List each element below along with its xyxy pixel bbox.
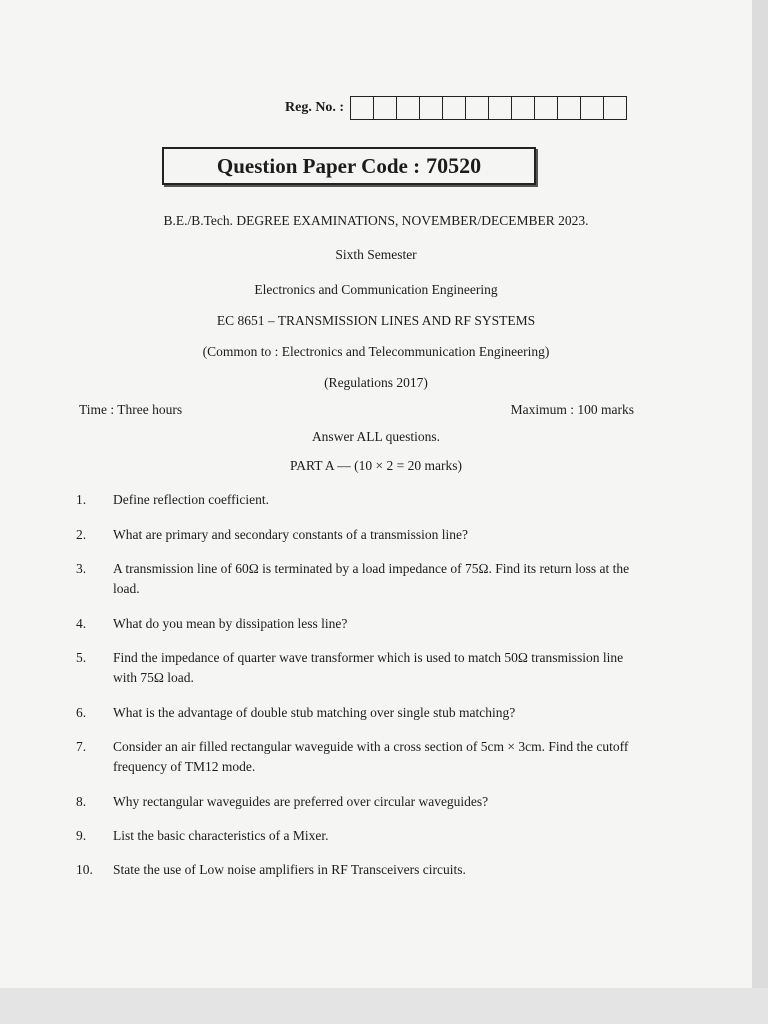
reg-no-box: [420, 97, 443, 119]
question-text: A transmission line of 60Ω is terminated by a load impedance of 75Ω. Find its return loss at the load.: [113, 561, 630, 596]
question-number: 3.: [76, 561, 87, 576]
common-to: (Common to : Electronics and Telecommunication Engineering): [202, 344, 550, 359]
reg-no-box: [466, 97, 489, 119]
question-text: What is the advantage of double stub matching over single stub matching?: [113, 705, 516, 720]
reg-no-boxes: [350, 96, 627, 120]
scan-bottom-edge: [0, 988, 768, 1024]
maximum-marks: Maximum : 100 marks: [510, 402, 634, 417]
question-number: 2.: [76, 527, 87, 542]
semester: Sixth Semester: [335, 247, 417, 262]
reg-no: [285, 96, 627, 120]
question-item: [76, 648, 646, 688]
question-paper-code-number: 70520: [426, 153, 482, 178]
exam-title: B.E./B.Tech. DEGREE EXAMINATIONS, NOVEMBER/DECEMBER 2023.: [163, 213, 589, 228]
question-item: [76, 525, 646, 545]
question-text: List the basic characteristics of a Mixer.: [113, 828, 329, 843]
question-text: Why rectangular waveguides are preferred over circular waveguides?: [113, 794, 489, 809]
reg-no-box: [351, 97, 374, 119]
reg-no-box: [581, 97, 604, 119]
question-number: 5.: [76, 650, 87, 665]
question-item: [76, 703, 646, 723]
question-item: [76, 490, 646, 510]
question-text: Define reflection coefficient.: [113, 492, 270, 507]
question-item: [76, 860, 646, 880]
reg-no-label: Reg. No. :: [285, 100, 345, 115]
question-text: Find the impedance of quarter wave transformer which is used to match 50Ω transmission line with 75Ω load.: [113, 650, 624, 685]
question-number: 4.: [76, 616, 87, 631]
reg-no-box: [489, 97, 512, 119]
question-paper-code-label: Question Paper Code :: [216, 153, 421, 178]
reg-no-box: [443, 97, 466, 119]
reg-no-box: [512, 97, 535, 119]
question-paper-code-box: [162, 147, 536, 185]
question-text: What are primary and secondary constants of a transmission line?: [113, 527, 469, 542]
course-title: EC 8651 – TRANSMISSION LINES AND RF SYSTEMS: [216, 313, 536, 328]
question-number: 7.: [76, 739, 87, 754]
question-text: State the use of Low noise amplifiers in RF Transceivers circuits.: [113, 862, 466, 877]
question-number: 9.: [76, 828, 87, 843]
question-text: What do you mean by dissipation less line?: [113, 616, 348, 631]
regulations: (Regulations 2017): [324, 375, 428, 390]
question-item: [76, 792, 646, 812]
question-number: 1.: [76, 492, 87, 507]
part-a-heading: PART A — (10 × 2 = 20 marks): [290, 458, 462, 473]
question-number: 8.: [76, 794, 87, 809]
scan-right-edge: [752, 0, 768, 1024]
reg-no-box: [397, 97, 420, 119]
question-text: Consider an air filled rectangular waveguide with a cross section of 5cm × 3cm. Find the cutoff frequency of TM12 mode.: [113, 739, 629, 774]
reg-no-box: [374, 97, 397, 119]
reg-no-box: [535, 97, 558, 119]
instruction: Answer ALL questions.: [311, 429, 441, 444]
reg-no-box: [604, 97, 626, 119]
branch: Electronics and Communication Engineering: [254, 282, 498, 297]
time-allowed: Time : Three hours: [79, 402, 183, 417]
question-number: 10.: [76, 862, 93, 877]
question-number: 6.: [76, 705, 87, 720]
reg-no-box: [558, 97, 581, 119]
question-item: [76, 559, 646, 599]
question-item: [76, 826, 646, 846]
question-item: [76, 737, 646, 777]
question-item: [76, 614, 646, 634]
